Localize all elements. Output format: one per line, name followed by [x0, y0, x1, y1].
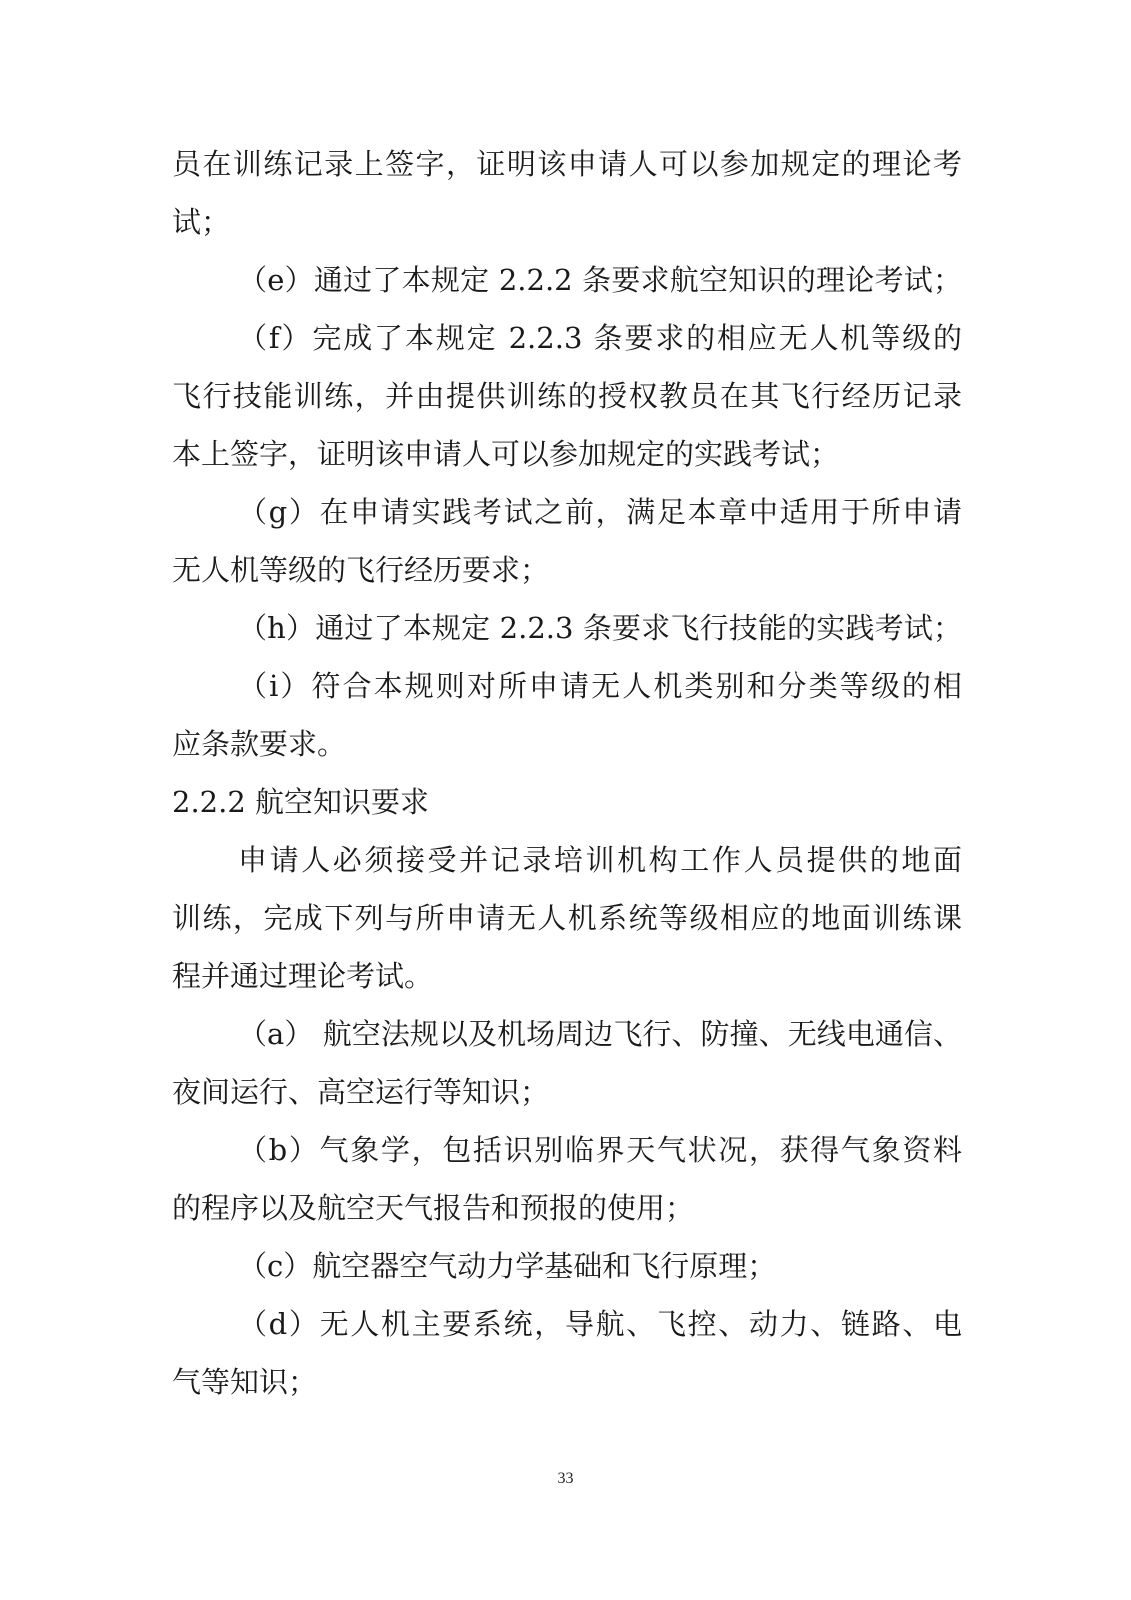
text-line-3: （e）通过了本规定 2.2.2 条要求航空知识的理论考试； — [238, 263, 962, 297]
text-line-7: （g）在申请实践考试之前，满足本章中适用于所申请 — [238, 495, 962, 529]
text-line-19: 的程序以及航空天气报告和预报的使用； — [172, 1191, 695, 1225]
document-body — [172, 135, 962, 1411]
text-line-17: 夜间运行、高空运行等知识； — [172, 1075, 550, 1109]
text-line-11: 应条款要求。 — [172, 727, 347, 761]
text-line-1: 员在训练记录上签字，证明该申请人可以参加规定的理论考 — [172, 147, 962, 181]
text-line-20: （c）航空器空气动力学基础和飞行原理； — [238, 1249, 777, 1283]
text-line-6: 本上签字，证明该申请人可以参加规定的实践考试； — [172, 437, 840, 471]
page-number: 33 — [557, 1470, 574, 1487]
text-line-8: 无人机等级的飞行经历要求； — [172, 553, 550, 587]
text-line-14: 训练，完成下列与所申请无人机系统等级相应的地面训练课 — [172, 901, 962, 935]
text-line-22: 气等知识； — [172, 1365, 318, 1399]
text-line-21: （d）无人机主要系统，导航、飞控、动力、链路、电 — [238, 1307, 962, 1341]
text-line-5: 飞行技能训练，并由提供训练的授权教员在其飞行经历记录 — [172, 379, 962, 413]
text-line-9: （h）通过了本规定 2.2.3 条要求飞行技能的实践考试； — [238, 611, 962, 645]
text-line-10: （i）符合本规则对所申请无人机类别和分类等级的相 — [238, 669, 962, 703]
text-line-18: （b）气象学，包括识别临界天气状况，获得气象资料 — [238, 1133, 962, 1167]
text-line-15: 程并通过理论考试。 — [172, 959, 434, 993]
text-line-16: （a） 航空法规以及机场周边飞行、防撞、无线电通信、 — [238, 1017, 962, 1051]
section-heading: 2.2.2 航空知识要求 — [172, 785, 430, 819]
text-line-2: 试； — [172, 205, 231, 239]
text-line-13: 申请人必须接受并记录培训机构工作人员提供的地面 — [238, 843, 962, 877]
text-line-4: （f）完成了本规定 2.2.3 条要求的相应无人机等级的 — [238, 321, 962, 355]
